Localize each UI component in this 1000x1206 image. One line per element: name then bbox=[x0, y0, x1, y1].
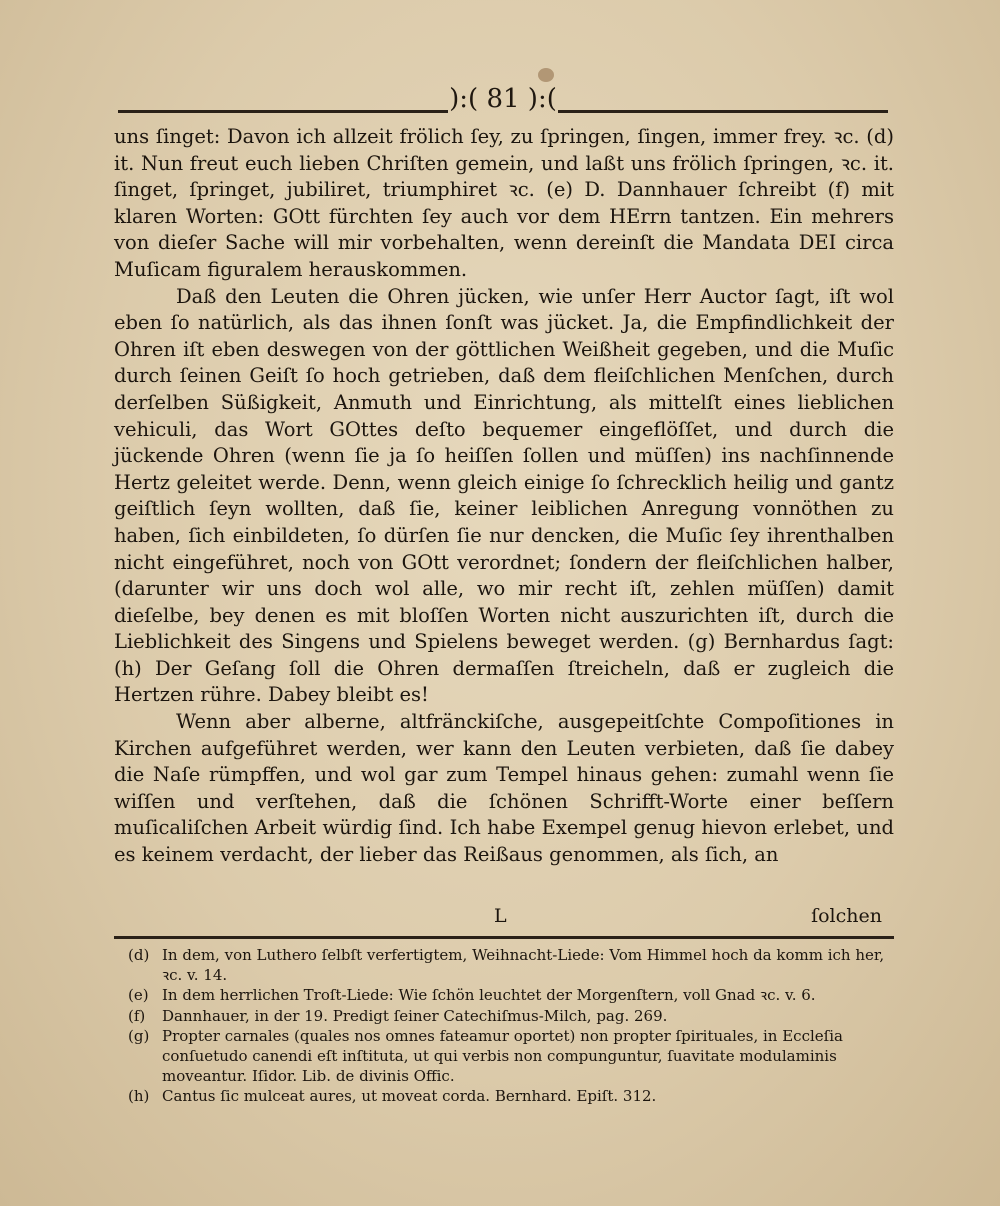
catchword: ſolchen bbox=[811, 905, 882, 927]
footnote-text: In dem, von Luthero ſelbſt verfertigtem, Weihnacht-Liede: Vom Himmel hoch da komm ich her, ꝛc. v. 14. bbox=[162, 946, 885, 984]
footnote-rule bbox=[114, 936, 894, 939]
paragraph-3: Wenn aber alberne, altfränckiſche, ausgepeitſchte Compoſitiones in Kirchen aufgeführet werden, wer kann den Leuten verbieten, daß ſie dabey die Naſe rümpffen, und wol gar zum Tempel hinaus gehen: zumahl wenn ſie wiſſen und verſtehen, daß die ſchönen Schrifft-Worte einer beſſern muſicaliſchen Arbeit würdig ſind. Ich habe Exempel genug hievon erlebet, und es keinem verdacht, der lieber das Reißaus genommen, als ſich, an bbox=[114, 710, 894, 867]
footnote-text: Propter carnales (quales nos omnes fateamur oportet) non propter ſpirituales, in Eccleſia conſuetudo canendi eſt inſtituta, ut qui verbis non compunguntur, ſuavitate modulaminis moveantur. Iſidor. Lib. de divinis Offic. bbox=[162, 1027, 843, 1085]
footnote-g bbox=[128, 1027, 898, 1086]
footnote-text: Cantus ſic mulceat aures, ut moveat corda. Bernhard. Epiſt. 312. bbox=[162, 1087, 657, 1106]
footnote-h bbox=[128, 1087, 898, 1107]
footnote-mark: (g) bbox=[128, 1027, 150, 1046]
main-text bbox=[114, 124, 894, 869]
footnote-text: Dannhauer, in der 19. Predigt ſeiner Catechiſmus-Milch, pag. 269. bbox=[162, 1006, 668, 1025]
paragraph-1: uns ſinget: Davon ich allzeit frölich ſey, zu ſpringen, ſingen, immer frey. ꝛc. (d) it. Nun freut euch lieben Chriſten gemein, und laßt uns frölich ſpringen, ꝛc. it. ſinget, ſpringet, jubiliret, triumphiret ꝛc. (e) D. Dannhauer ſchreibt (f) mit klaren Worten: GOtt fürchten ſey auch vor dem HErrn tantzen. Ein mehrers von dieſer Sache will mir vorbehalten, wenn dereinſt die Mandata DEI circa Muſicam figuralem herauskommen. bbox=[114, 125, 894, 281]
paragraph-2: Daß den Leuten die Ohren jücken, wie unſer Herr Auctor ſagt, iſt wol eben ſo natürlich, als das ihnen ſonſt was jücket. Ja, die Empfindlichkeit der Ohren iſt eben deswegen von der göttlichen Weißheit gegeben, und die Muſic durch ſeinen Geiſt ſo hoch getrieben, daß dem fleiſchlichen Menſchen, durch derſelben Süßigkeit, Anmuth und Einrichtung, als mittelſt eines lieblichen vehiculi, das Wort GOttes deſto bequemer eingeflöſſet, und durch die jückende Ohren (wenn ſie ja ſo heiſſen ſollen und müſſen) ins nachſinnende Hertz geleitet werde. Denn, wenn gleich einige ſo ſchrecklich heilig und gantz geiſtlich ſeyn wollten, daß ſie, keiner leiblichen Anregung vonnöthen zu haben, ſich einbildeten, ſo dürſen ſie nur dencken, die Muſic ſey ihrenthalben nicht eingeführet, noch von GOtt verordnet; ſondern der fleiſchlichen halber, (darunter wir uns doch wol alle, wo mir recht iſt, zehlen müſſen) damit dieſelbe, bey denen es mit bloſſen Worten nicht auszurichten iſt, durch die Lieblichkeit des Singens und Spielens beweget werden. (g) Bernhardus ſagt: (h) Der Geſang ſoll die Ohren dermaſſen ſtreicheln, daß er zugleich die Hertzen rühre. Dabey bleibt es! bbox=[114, 284, 894, 707]
ink-stain bbox=[538, 68, 554, 82]
header-rule-right bbox=[558, 110, 888, 113]
footnote-f bbox=[128, 1007, 898, 1027]
footnote-e bbox=[128, 986, 898, 1006]
footnotes bbox=[128, 946, 898, 1108]
footnote-mark: (f) bbox=[128, 1006, 146, 1025]
page-number: ):( 81 ):( bbox=[449, 84, 557, 114]
header-rule-left bbox=[118, 110, 448, 113]
signature-mark: L bbox=[494, 905, 507, 927]
footnote-d bbox=[128, 946, 898, 985]
footnote-mark: (d) bbox=[128, 946, 150, 964]
footnote-mark: (e) bbox=[128, 986, 149, 1005]
catchword-line bbox=[470, 905, 900, 931]
footnote-mark: (h) bbox=[128, 1087, 150, 1106]
running-header bbox=[118, 84, 888, 120]
footnote-text: In dem herrlichen Troſt-Liede: Wie ſchön leuchtet der Morgenſtern, voll Gnad ꝛc. v. 6. bbox=[162, 986, 816, 1005]
